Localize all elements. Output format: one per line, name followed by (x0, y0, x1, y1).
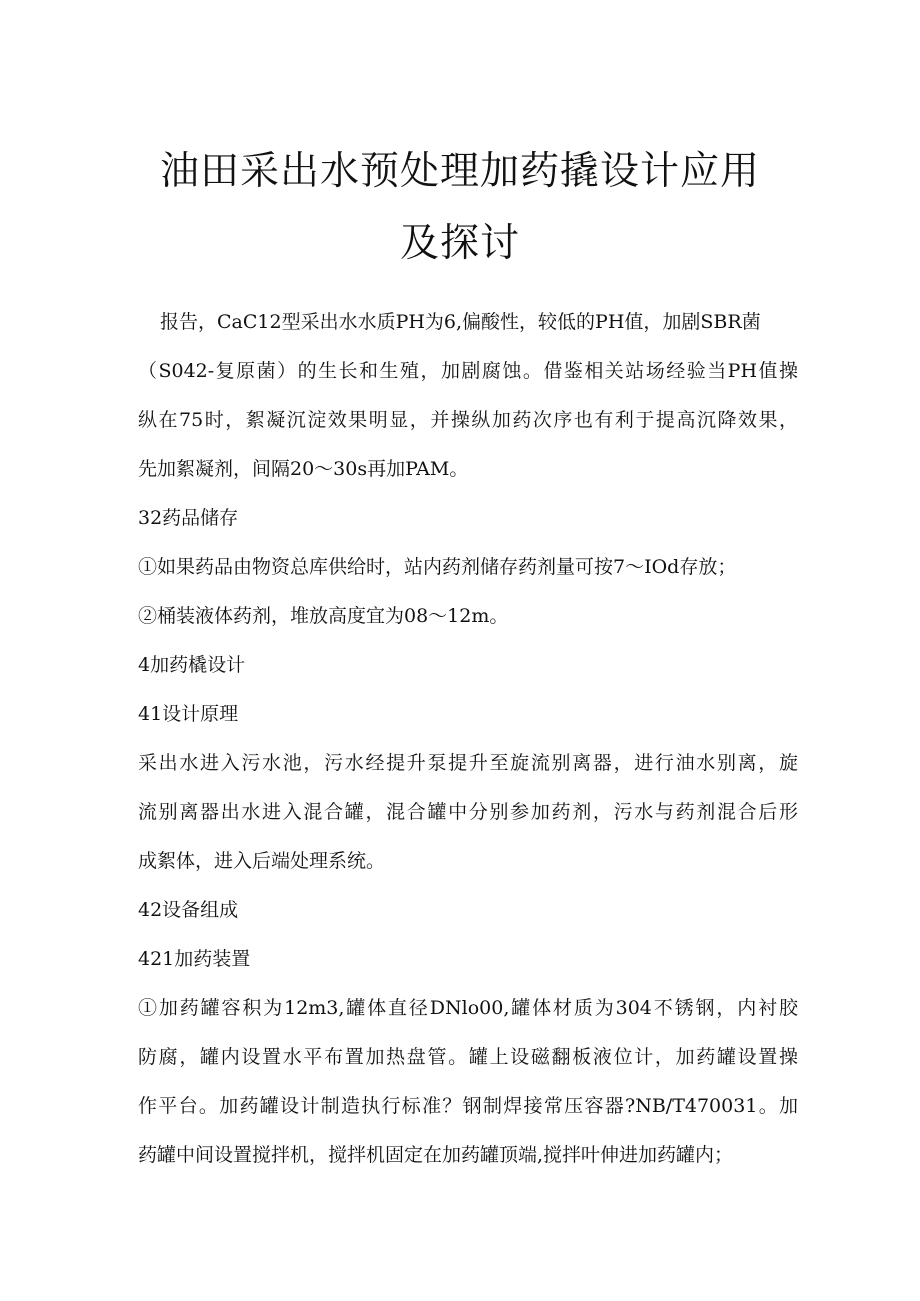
section-heading: 421加药装置 (138, 948, 251, 970)
section-heading: 32药品储存 (138, 507, 239, 529)
paragraph-line: 纵在75时，絮凝沉淀效果明显，并操纵加药次序也有利于提高沉降效果， (138, 409, 798, 431)
paragraph-line: 流别离器出水进入混合罐，混合罐中分别参加药剂，污水与药剂混合后形 (138, 801, 798, 823)
document-title-line-2: 及探讨 (399, 221, 520, 266)
paragraph-line: 成絮体，进入后端处理系统。 (138, 850, 386, 872)
section-heading: 42设备组成 (138, 899, 239, 921)
paragraph-line: 药罐中间设置搅拌机，搅拌机固定在加药罐顶端,搅拌叶伸进加药罐内； (138, 1144, 734, 1166)
paragraph-line: 先加絮凝剂，间隔20～30s再加PAM。 (138, 458, 469, 480)
paragraph-line: 防腐，罐内设置水平布置加热盘管。罐上设磁翻板液位计，加药罐设置操 (138, 1046, 798, 1068)
document-title-line-1: 油田采出水预处理加药撬设计应用 (159, 149, 760, 194)
list-item: ②桶装液体药剂，堆放高度宜为08～12m。 (138, 605, 509, 627)
paragraph-line: ①加药罐容积为12m3,罐体直径DNlo00,罐体材质为304不锈钢，内衬胶 (138, 997, 798, 1019)
paragraph-line: 作平台。加药罐设计制造执行标准？钢制焊接常压容器?NB/T470031。加 (138, 1095, 798, 1117)
section-heading: 4加药橇设计 (138, 654, 246, 676)
list-item: ①如果药品由物资总库供给时，站内药剂储存药剂量可按7～IOd存放； (138, 556, 737, 578)
paragraph-line: 报告，CaC12型采出水水质PH为6,偏酸性，较低的PH值，加剧SBR菌 (160, 311, 761, 333)
section-heading: 41设计原理 (138, 703, 239, 725)
paragraph-line: 采出水进入污水池，污水经提升泵提升至旋流别离器，进行油水别离，旋 (138, 752, 798, 774)
paragraph-line: （S042-复原菌）的生长和生殖，加剧腐蚀。借鉴相关站场经验当PH值操 (138, 360, 798, 382)
